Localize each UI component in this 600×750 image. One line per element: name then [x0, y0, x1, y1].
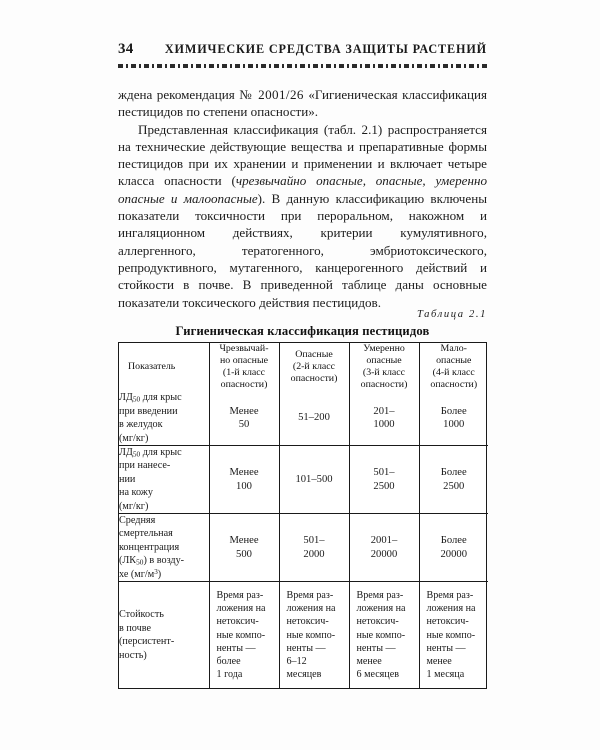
value-line: ненты —	[216, 642, 256, 654]
value-line: нетоксич-	[286, 616, 329, 628]
value-line: ложения на	[356, 603, 406, 615]
table-header-row	[119, 343, 488, 391]
value-line: нетоксич-	[356, 616, 399, 628]
value-line: ненты —	[286, 642, 326, 654]
value-line: ные компо-	[426, 629, 476, 641]
paragraph-2-part-2: ). В данную классификацию включены показатели токсичности при пероральном, накожном и ингаляционном действиях, критерии кумулятивного, аллергенного, тератогенного, эмбриотоксического, репродуктивного, мутагенного, канцерогенного действий и стойкости в почве. В приведенной таблице даны основные показатели токсического действия пестицидов.	[118, 190, 487, 310]
value-line: 2500	[443, 480, 465, 492]
indicator-line: (мг/кг)	[119, 500, 149, 512]
row-indicator-ld50-oral	[119, 391, 209, 445]
body-text-block	[118, 86, 487, 311]
header-line: опасности)	[290, 373, 338, 385]
value-line: месяцев	[286, 669, 322, 681]
cell-value	[279, 582, 349, 689]
header-line: Умеренно	[363, 343, 405, 354]
recommendation-number: № 2001/26	[239, 87, 304, 102]
value-line: Менее	[229, 466, 259, 478]
column-header-class-3	[349, 343, 419, 391]
running-head-title: ХИМИЧЕСКИЕ СРЕДСТВА ЗАЩИТЫ РАСТЕНИЙ	[164, 42, 487, 56]
value-line: Менее	[229, 534, 259, 546]
classification-table	[119, 343, 488, 688]
table-row	[119, 446, 488, 514]
cell-value	[209, 582, 279, 689]
indicator-line: для крыс	[140, 392, 182, 404]
value-line: ные компо-	[286, 629, 336, 641]
indicator-symbol: (ЛК	[119, 555, 137, 567]
indicator-line: в желудок	[119, 419, 163, 431]
classification-table-container	[118, 342, 487, 689]
value-line: ложения на	[426, 603, 476, 615]
header-line: Чрезвычай-	[219, 343, 269, 354]
indicator-subscript: 50	[132, 394, 141, 404]
indicator-line: смертельная	[119, 528, 173, 540]
value-line: 50	[238, 419, 250, 431]
value-line: 1 года	[216, 669, 243, 681]
column-header-class-2	[279, 343, 349, 391]
cell-value	[279, 391, 349, 445]
header-line: (2-й класс	[292, 361, 336, 373]
table-row	[119, 391, 488, 445]
value-line: 2500	[373, 480, 395, 492]
indicator-subscript: 50	[132, 449, 141, 459]
cell-value	[209, 514, 279, 582]
column-header-class-1	[209, 343, 279, 391]
cell-value	[419, 582, 488, 689]
indicator-line: на кожу	[119, 487, 153, 499]
header-line: (4-й класс	[432, 367, 475, 379]
indicator-line: Стойкость	[119, 609, 164, 621]
indicator-line: при введении	[119, 405, 178, 417]
value-line: Более	[440, 534, 467, 546]
value-line: 6 месяцев	[356, 669, 399, 681]
header-line: Мало-	[440, 343, 467, 354]
paragraph-1-part-2: «Гигиеническая классификация пестицидов по степени опасности».	[118, 87, 487, 120]
table-number-label: Таблица 2.1	[417, 309, 487, 320]
header-line: (3-й класс	[362, 367, 406, 379]
value-line: ненты —	[426, 642, 466, 654]
value-line: 500	[236, 548, 252, 560]
value-line: 501–	[373, 466, 395, 478]
value-line: 1000	[373, 419, 395, 431]
value-line: 20000	[370, 548, 398, 560]
value-line: ложения на	[216, 603, 266, 615]
value-line: менее	[426, 656, 452, 668]
paragraph-1-part-1: ждена рекомендация	[118, 87, 240, 102]
cell-value	[349, 514, 419, 582]
indicator-line: (мг/кг)	[119, 432, 149, 444]
value-line: 20000	[440, 548, 467, 560]
cell-value	[349, 391, 419, 445]
value-line: ные компо-	[356, 629, 406, 641]
cell-value	[419, 514, 488, 582]
value-line: Время раз-	[356, 590, 404, 602]
header-line: Опасные	[295, 349, 333, 361]
cell-value	[349, 446, 419, 514]
value-line: 1 месяца	[426, 669, 465, 681]
running-head	[118, 42, 487, 57]
value-line: Время раз-	[426, 590, 474, 602]
value-line: 100	[236, 480, 252, 492]
indicator-symbol: ЛД	[119, 392, 133, 404]
row-indicator-lc50-air	[119, 514, 209, 582]
header-rule-divider	[118, 64, 487, 68]
header-line: опасности)	[360, 379, 408, 391]
table-row	[119, 582, 488, 689]
indicator-line: в почве	[119, 622, 152, 634]
header-line: (1-й класс	[222, 367, 266, 379]
row-indicator-ld50-dermal	[119, 446, 209, 514]
value-line: 501–	[303, 534, 325, 546]
indicator-line: при нанесе-	[119, 460, 171, 472]
value-line: 2001–	[370, 534, 398, 546]
header-line: опасные	[436, 355, 472, 367]
value-line: ные компо-	[216, 629, 266, 641]
header-line: опасности)	[430, 379, 478, 391]
indicator-line: Средняя	[119, 515, 156, 527]
page-number: 34	[118, 41, 134, 57]
value-line: ложения на	[286, 603, 336, 615]
value-line: менее	[356, 656, 382, 668]
value-line: 201–	[373, 405, 395, 417]
value-line: Время раз-	[216, 590, 264, 602]
indicator-line: ) в возду-	[143, 555, 185, 567]
cell-value	[279, 514, 349, 582]
header-line: опасности)	[220, 379, 268, 391]
indicator-line: для крыс	[140, 447, 182, 458]
value-line: нетоксич-	[426, 616, 469, 628]
value-line: Менее	[229, 405, 259, 417]
header-line: опасные	[366, 355, 402, 367]
indicator-line: концентрация	[119, 541, 180, 553]
indicator-subscript: 50	[136, 557, 144, 567]
indicator-superscript: 3	[154, 567, 158, 576]
indicator-line: )	[157, 568, 162, 580]
indicator-line: ность)	[119, 649, 147, 661]
cell-value	[419, 391, 488, 445]
cell-value	[209, 446, 279, 514]
value-line: 2000	[303, 548, 325, 560]
value-line: Время раз-	[286, 590, 334, 602]
row-indicator-soil-persistence	[119, 582, 209, 689]
value-line: 6–12	[286, 656, 307, 668]
indicator-line: хе (мг/м	[119, 568, 155, 580]
column-header-indicator: Показатель	[119, 343, 209, 391]
value-line: 101–500	[295, 473, 333, 485]
table-title: Гигиеническая классификация пестицидов	[175, 324, 430, 338]
hazard-class-names-italic: чрезвычайно опасные, опасные, умеренно опасные и малоопасные	[118, 173, 487, 206]
value-line: Более	[440, 405, 467, 417]
indicator-line: нии	[119, 473, 136, 485]
paragraph-continuation	[118, 86, 487, 121]
paragraph-2-part-1: Представленная классификация (табл. 2.1) распространяется на технические действующие вещества и препаративные формы пестицидов при их хранении и применении и включает четыре класса опасности (	[118, 121, 487, 189]
value-line: 1000	[443, 419, 465, 431]
cell-value	[349, 582, 419, 689]
value-line: нетоксич-	[216, 616, 259, 628]
paragraph-classification	[118, 121, 487, 311]
value-line: 51–200	[298, 412, 330, 424]
cell-value	[209, 391, 279, 445]
value-line: ненты —	[356, 642, 396, 654]
indicator-symbol: ЛД	[119, 447, 133, 458]
table-row	[119, 514, 488, 582]
header-line: но опасные	[220, 355, 268, 367]
cell-value	[419, 446, 488, 514]
cell-value	[279, 446, 349, 514]
column-header-class-4	[419, 343, 488, 391]
value-line: более	[216, 656, 241, 668]
indicator-line: (персистент-	[119, 636, 175, 648]
value-line: Более	[440, 466, 467, 478]
